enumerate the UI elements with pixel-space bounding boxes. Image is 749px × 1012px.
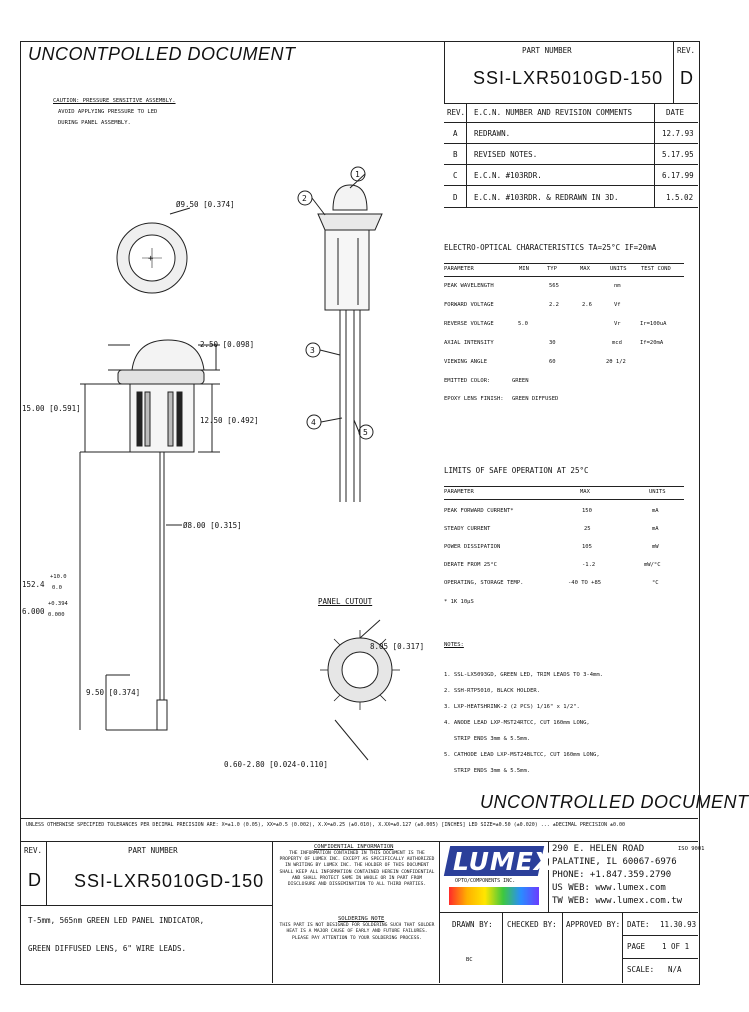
tb-sig-line (439, 912, 698, 913)
rev-row-b-date: 5.17.95 (662, 150, 694, 159)
note-line-4: 4. ANODE LEAD LXP-MST24RTCC, CUT 160mm LONG, (444, 720, 590, 726)
safe-r4-units: mW/°C (644, 562, 661, 568)
safe-r5-units: °C (652, 580, 659, 586)
safe-r1-max: 150 (582, 508, 592, 514)
safe-footnote: * 1K 10μS (444, 599, 474, 605)
safe-r2-units: mA (652, 526, 659, 532)
lens-finish-label: EPOXY LENS FINISH: (444, 396, 504, 402)
scale-label: SCALE: (627, 965, 655, 974)
emitted-color-value: GREEN (512, 378, 529, 384)
eo-r4-units: mcd (612, 340, 622, 346)
rev-row-d-date: 1.5.02 (666, 193, 694, 202)
note-line-6: 5. CATHODE LEAD LXP-MST24BLTCC, CUT 160mm LONG, (444, 752, 600, 758)
dim-6-000-tol-plus: +0.394 (48, 601, 68, 607)
eo-r4-typ: 30 (549, 340, 556, 346)
tb-description-2: GREEN DIFFUSED LENS, 6" WIRE LEADS. (28, 944, 187, 953)
eo-title: ELECTRO-OPTICAL CHARACTERISTICS TA=25°C IF=20mA (444, 243, 657, 252)
us-web-link[interactable]: US WEB: www.lumex.com (552, 883, 666, 893)
panel-cutout-label: PANEL CUTOUT (318, 597, 373, 606)
confidential-text: THE INFORMATION CONTAINED IN THIS DOCUMENT IS THE PROPERTY OF LUMEX INC. EXCEPT AS SPECIFICALLY AUTHORIZED IN WRITING BY LUMEX INC. THE HOLDER OF THIS DOCUMENT SHALL KEEP ALL INFORMATION CONTAINED HEREIN CONFIDENTIAL AND SHALL PROTECT SAME IN WHOLE OR IN PART FROM DISCLOSURE AND DISSEMINATION TO ALL THIRD PARTIES. (279, 851, 435, 888)
tb-rev-label: REV. (24, 846, 43, 855)
drawn-by-value: BC (466, 957, 473, 963)
safe-r2-max: 25 (584, 526, 591, 532)
lens-finish-value: GREEN DIFFUSED (512, 396, 559, 402)
eo-h-min: MIN (519, 266, 529, 272)
dim-diameter-top: Ø9.50 [0.374] (176, 200, 235, 209)
tolerance-top-line (20, 818, 698, 819)
eo-r4-test: If=20mA (640, 340, 664, 346)
eo-h-typ: TYP (547, 266, 557, 272)
dim-6-000: 6.000 (22, 607, 45, 616)
rev-row-d-rev: D (453, 193, 458, 202)
top-view-center-symbol: + (148, 254, 154, 264)
safe-r3-param: POWER DISSIPATION (444, 544, 501, 550)
rev-header-date: DATE (666, 108, 685, 117)
tb-part-number: SSI-LXR5010GD-150 (74, 871, 265, 891)
eo-h-max: MAX (580, 266, 590, 272)
rev-row-c-comment: E.C.N. #103RDR. (474, 171, 542, 180)
soldering-text: THIS PART IS NOT DESIGNED FOR SOLDERING SUCH THAT SOLDER HEAT IS A MAJOR CAUSE OF EARLY AND FUTURE FAILURES. PLEASE PAY ATTENTION TO YOUR SOLDERING PROCESS. (279, 923, 435, 941)
part-number-label: PART NUMBER (522, 46, 572, 55)
caution-line-3: DURING PANEL ASSEMBLY. (58, 120, 131, 126)
note-line-3: 3. LXP-HEATSHRINK-2 (2 PCS) 1/16" x 1/2". (444, 704, 580, 710)
tb-sig-div-1 (502, 912, 503, 983)
eo-h-units: UNITS (610, 266, 627, 272)
tb-part-number-label: PART NUMBER (128, 846, 178, 855)
led-dome (132, 340, 204, 370)
revision-table (444, 103, 698, 209)
safe-h-units: UNITS (649, 489, 666, 495)
safe-r4-max: -1.2 (582, 562, 596, 568)
dim-2-50: 2.50 [0.098] (200, 340, 255, 349)
uncontrolled-title-top: UNCONTPOLLED DOCUMENT (28, 44, 296, 64)
eo-r2-units: Vf (614, 302, 621, 308)
dim-8-05: 8.05 [0.317] (370, 642, 425, 651)
eo-r1-units: nm (614, 283, 621, 289)
safe-r5-param: OPERATING, STORAGE TEMP. (444, 580, 524, 586)
callout-5-label: 5 (363, 428, 368, 437)
dim-152-4-tol-plus: +10.0 (50, 574, 67, 580)
eo-r2-max: 2.6 (582, 302, 592, 308)
rev-row-b-comment: REVISED NOTES. (474, 150, 538, 159)
title-block-top-line (20, 841, 698, 842)
uncontrolled-title-bottom: UNCONTROLLED DOCUMENT (480, 792, 749, 812)
scale-value: N/A (668, 965, 682, 974)
notes-title: NOTES: (444, 642, 464, 648)
tb-sig-div-3 (622, 912, 623, 983)
caution-box (50, 97, 186, 131)
safe-r4-param: DERATE FROM 25°C (444, 562, 497, 568)
lumex-logo (443, 844, 555, 908)
safe-r1-units: mA (652, 508, 659, 514)
logo-wordmark: LUMEX (453, 847, 555, 876)
tb-part-divider (272, 841, 273, 983)
notes-section (444, 642, 698, 782)
date-label: DATE: (627, 920, 650, 929)
approved-by-label: APPROVED BY: (566, 920, 621, 929)
safe-r3-units: mW (652, 544, 659, 550)
rev-row-d-comment: E.C.N. #103RDR. & REDRAWN IN 3D. (474, 193, 619, 202)
date-value: 11.30.93 (660, 920, 697, 929)
rev-row-b-rev: B (453, 150, 458, 159)
rev-header-comments: E.C.N. NUMBER AND REVISION COMMENTS (474, 108, 633, 117)
eo-r2-param: FORWARD VOLTAGE (444, 302, 494, 308)
eo-r3-min: 5.0 (518, 321, 528, 327)
eo-r3-units: Vr (614, 321, 621, 327)
safe-r1-param: PEAK FORWARD CURRENT* (444, 508, 514, 514)
rev-header-rev: REV. (447, 108, 466, 117)
eo-h-test: TEST COND (641, 266, 671, 272)
drawn-by-label: DRAWN BY: (452, 920, 493, 929)
confidential-title: CONFIDENTIAL INFORMATION (314, 844, 394, 850)
tb-sig-div-2 (562, 912, 563, 983)
checked-by-label: CHECKED BY: (507, 920, 557, 929)
eo-r1-param: PEAK WAVELENGTH (444, 283, 494, 289)
callout-3-label: 3 (310, 346, 315, 355)
panel-cutout-inner (342, 652, 378, 688)
address-line-1: 290 E. HELEN ROAD (552, 844, 645, 854)
safe-h-max: MAX (580, 489, 590, 495)
caution-line-1: CAUTION: PRESSURE SENSITIVE ASSEMBLY. (53, 98, 176, 104)
tb-rev-value: D (28, 870, 42, 890)
rev-label-header: REV. (677, 46, 696, 55)
rev-row-a-comment: REDRAWN. (474, 129, 511, 138)
phone: PHONE: +1.847.359.2790 (552, 870, 672, 880)
electro-optical-section (444, 243, 698, 408)
tb-sig-row-1 (622, 935, 698, 936)
rev-row-a-date: 12.7.93 (662, 129, 694, 138)
dim-panel-thickness: 0.60-2.80 [0.024-0.110] (224, 760, 328, 769)
address-line-2: PALATINE, IL 60067-6976 (552, 857, 677, 867)
mechanical-drawing (20, 130, 440, 790)
logo-spectrum-bar (449, 887, 539, 905)
callout-4-label: 4 (311, 418, 316, 427)
callout-1-label: 1 (355, 170, 360, 179)
note-line-1: 1. SSL-LX5093GD, GREEN LED, TRIM LEADS TO 3-4mm. (444, 672, 603, 678)
emitted-color-label: EMITTED COLOR: (444, 378, 491, 384)
safe-r2-param: STEADY CURRENT (444, 526, 491, 532)
note-line-5: STRIP ENDS 3mm & 5.5mm. (444, 736, 531, 742)
iso-seal: ISO 9001 (678, 846, 705, 852)
dim-9-50: 9.50 [0.374] (86, 688, 141, 697)
note-line-7: STRIP ENDS 3mm & 5.5mm. (444, 768, 531, 774)
dim-diameter-lead: Ø8.00 [0.315] (183, 521, 242, 530)
rev-row-c-date: 6.17.99 (662, 171, 694, 180)
header-rev-divider (673, 41, 674, 103)
tb-mid-line (20, 905, 272, 906)
eo-r4-param: AXIAL INTENSITY (444, 340, 494, 346)
safe-operation-section (444, 466, 698, 616)
callout-2-label: 2 (302, 194, 307, 203)
led-flange (118, 370, 204, 384)
page-label: PAGE (627, 942, 646, 951)
tolerance-note: UNLESS OTHERWISE SPECIFIED TOLERANCES PER DECIMAL PRECISION ARE: X=±1.0 (0.05), XX=±0.5 (0.002), X.X=±0.25 (±0.010), X.XX=±0.127 (±0.005) [INCHES] LED SIZE=±0.50 (±0.020) ... ±DECIMAL PRECISION ±0.00 (26, 822, 626, 828)
tb-description-1: T-5mm, 565nm GREEN LED PANEL INDICATOR, (28, 916, 205, 925)
logo-subtitle: OPTO/COMPONENTS INC. (455, 878, 516, 884)
safe-r3-max: 105 (582, 544, 592, 550)
safe-r5-max: -40 TO +85 (568, 580, 602, 586)
safe-h-param: PARAMETER (444, 489, 474, 495)
dim-152-4-tol-minus: 0.0 (52, 585, 62, 591)
eo-r5-param: VIEWING ANGLE (444, 359, 488, 365)
dim-12-50: 12.50 [0.492] (200, 416, 259, 425)
eo-r1-typ: 565 (549, 283, 559, 289)
tb-rev-divider (46, 841, 47, 905)
eo-r2-typ: 2.2 (549, 302, 559, 308)
eo-r3-param: REVERSE VOLTAGE (444, 321, 494, 327)
tw-web-link[interactable]: TW WEB: www.lumex.com.tw (552, 896, 683, 906)
dim-6-000-tol-minus: 0.000 (48, 612, 65, 618)
caution-line-2: AVOID APPLYING PRESSURE TO LED (58, 109, 158, 115)
led-elevation-dome (333, 185, 367, 210)
page-value: 1 OF 1 (662, 942, 690, 951)
tb-sig-row-2 (622, 958, 698, 959)
header-divider (444, 41, 445, 103)
dim-15-00: 15.00 [0.591] (22, 404, 81, 413)
rev-value-header: D (680, 68, 694, 88)
eo-r5-typ: 60 (549, 359, 556, 365)
eo-r3-test: Ir=100uA (640, 321, 667, 327)
eo-r5-units: 2θ 1/2 (606, 359, 626, 365)
note-line-2: 2. SSH-RTP5010, BLACK HOLDER. (444, 688, 541, 694)
safe-op-title: LIMITS OF SAFE OPERATION AT 25°C (444, 466, 589, 475)
rev-row-c-rev: C (453, 171, 458, 180)
soldering-title: SOLDERING NOTE (338, 916, 385, 922)
dim-152-4: 152.4 (22, 580, 45, 589)
eo-h-param: PARAMETER (444, 266, 474, 272)
rev-row-a-rev: A (453, 129, 458, 138)
part-number-header: SSI-LXR5010GD-150 (473, 68, 664, 88)
